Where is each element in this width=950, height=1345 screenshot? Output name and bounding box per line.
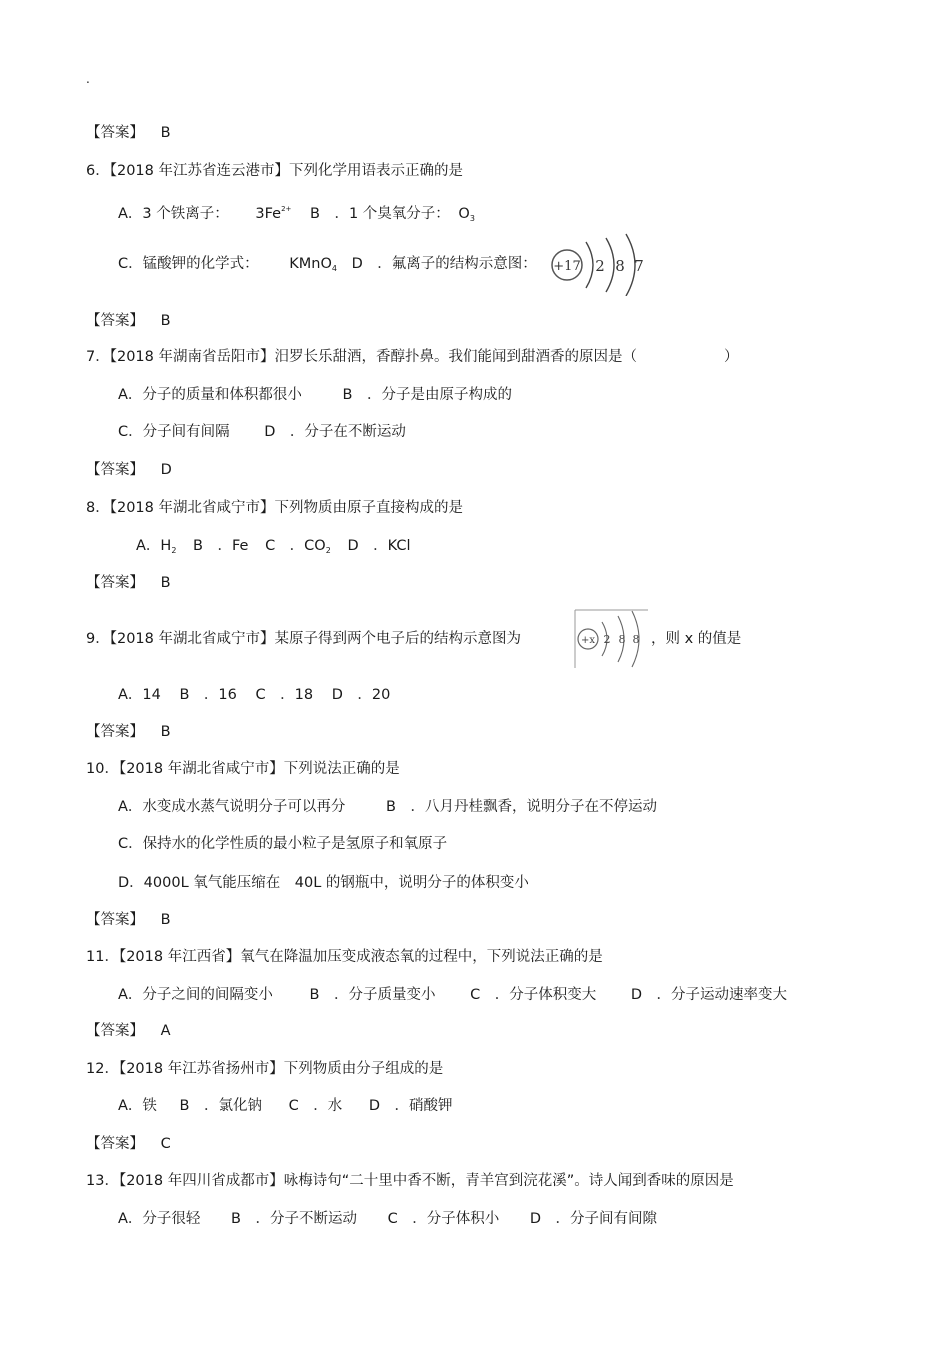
- shell-electron-count-1: 2: [595, 257, 605, 275]
- ion-charge: 2+: [281, 205, 292, 213]
- answer-label: 【答案】: [86, 575, 144, 591]
- answer-value: B: [160, 575, 171, 591]
- option-c: C ．分子体积变大: [470, 987, 597, 1003]
- answer-line-q7: [86, 460, 172, 480]
- option-a: A．分子很轻: [118, 1211, 201, 1227]
- option-b: B ．分子质量变小: [309, 987, 436, 1003]
- option-a: A．分子之间的间隔变小: [118, 987, 273, 1003]
- answer-value: B: [160, 125, 171, 141]
- formula-subscript: 4: [331, 264, 337, 273]
- shell-electron-count-2: 8: [618, 633, 626, 646]
- option-c: [265, 536, 331, 561]
- question-10-stem: 10．【2018 年湖北省咸宁市】下列说法正确的是: [86, 761, 400, 777]
- answer-value: A: [160, 1023, 171, 1039]
- option-b: B ．Fe: [193, 538, 249, 554]
- option-c: C ．水: [288, 1098, 343, 1114]
- answer-value: C: [160, 1136, 171, 1152]
- shell-electron-count-2: 8: [615, 257, 625, 275]
- option-a: A．14: [118, 687, 161, 703]
- option-d-label: D ．氟离子的结构示意图：: [351, 256, 537, 272]
- option-a: [136, 536, 176, 561]
- fluoride-ion-structure-diagram: [548, 230, 648, 296]
- nucleus-charge: +x: [580, 635, 596, 646]
- header-mark: .: [86, 72, 90, 86]
- option-a-text: A．H: [136, 538, 172, 554]
- option-d: D ．20: [331, 687, 391, 703]
- electron-shell-2: [606, 238, 614, 292]
- answer-value: D: [160, 462, 172, 478]
- question-11-stem: 11．【2018 年江西省】氧气在降温加压变成液态氧的过程中，下列说法正确的是: [86, 949, 603, 965]
- option-a: A．水变成水蒸气说明分子可以再分: [118, 799, 346, 815]
- option-d: D ．分子在不断运动: [264, 424, 406, 440]
- formula-subscript: 2: [171, 546, 177, 555]
- question-7-options-cd: [118, 422, 406, 442]
- option-c: C ．18: [255, 687, 314, 703]
- ion-structure-diagram: [574, 608, 650, 670]
- question-6-stem: 6．【2018 年江苏省连云港市】下列化学用语表示正确的是: [86, 163, 463, 179]
- question-7-options-ab: [118, 385, 512, 405]
- option-b: B ．氯化钠: [179, 1098, 262, 1114]
- question-6-options-cd: [118, 254, 537, 279]
- answer-line-q9: [86, 722, 171, 742]
- electron-shell-1: [586, 242, 593, 288]
- option-b: B ．八月丹桂飘香，说明分子在不停运动: [386, 799, 657, 815]
- answer-value: B: [160, 912, 171, 928]
- question-7-stem: 7．【2018 年湖南省岳阳市】汨罗长乐甜酒，香醇扑鼻。我们能闻到甜酒香的原因是（ ）: [86, 349, 739, 365]
- option-d: D ．硝酸钾: [368, 1098, 453, 1114]
- formula-text: O: [458, 206, 470, 222]
- shell-electron-count-3: 7: [634, 257, 644, 275]
- question-9-stem-tail: ，则 x 的值是: [651, 631, 742, 647]
- answer-label: 【答案】: [86, 1136, 144, 1152]
- question-9-options: [118, 685, 390, 705]
- option-a-label: A．3 个铁离子：: [118, 206, 229, 222]
- shell-electron-count-3: 8: [632, 633, 640, 646]
- question-6-options-ab: [118, 199, 475, 229]
- answer-label: 【答案】: [86, 313, 144, 329]
- question-11-options: [118, 985, 787, 1005]
- option-d: D ．分子间有间隙: [529, 1211, 657, 1227]
- option-b-label: B ．1 个臭氧分子：: [310, 206, 450, 222]
- option-c-formula: [289, 254, 337, 279]
- option-b: B ．分子是由原子构成的: [342, 387, 512, 403]
- question-13-options: [118, 1209, 657, 1229]
- formula-text: KMnO: [289, 256, 332, 272]
- answer-line-q6: [86, 311, 171, 331]
- option-a-formula: [255, 199, 291, 224]
- shell-electron-count-1: 2: [603, 633, 611, 646]
- answer-value: B: [160, 313, 171, 329]
- option-b: B ．分子不断运动: [231, 1211, 357, 1227]
- answer-label: 【答案】: [86, 912, 144, 928]
- option-d: D ．分子运动速率变大: [630, 987, 787, 1003]
- nucleus-charge: +17: [553, 259, 581, 274]
- formula-text: 3Fe: [255, 206, 282, 222]
- option-d: D ．KCl: [347, 538, 411, 554]
- option-a: A．铁: [118, 1098, 157, 1114]
- formula-subscript: 2: [325, 546, 331, 555]
- answer-label: 【答案】: [86, 724, 144, 740]
- question-8-stem: 8．【2018 年湖北省咸宁市】下列物质由原子直接构成的是: [86, 500, 463, 516]
- answer-label: 【答案】: [86, 1023, 144, 1039]
- question-12-stem: 12．【2018 年江苏省扬州市】下列物质由分子组成的是: [86, 1061, 444, 1077]
- option-b-formula: [458, 204, 475, 229]
- question-12-options: [118, 1096, 453, 1116]
- answer-value: B: [160, 724, 171, 740]
- answer-line-q11: [86, 1021, 171, 1041]
- answer-line-q10: [86, 910, 171, 930]
- question-10-options-ab: [118, 797, 657, 817]
- question-10-option-c: C．保持水的化学性质的最小粒子是氢原子和氧原子: [118, 836, 448, 852]
- option-b: B ．16: [179, 687, 237, 703]
- answer-line-q12: [86, 1134, 171, 1154]
- answer-label: 【答案】: [86, 462, 144, 478]
- answer-line-q5: [86, 123, 171, 143]
- option-c: C．分子间有间隔: [118, 424, 230, 440]
- option-c: C ．分子体积小: [387, 1211, 500, 1227]
- answer-line-q8: [86, 573, 171, 593]
- question-8-options: [136, 536, 410, 561]
- formula-subscript: 3: [469, 214, 475, 223]
- option-c-text: C ．CO: [265, 538, 326, 554]
- answer-label: 【答案】: [86, 125, 144, 141]
- option-c-label: C．锰酸钾的化学式：: [118, 256, 259, 272]
- question-10-option-d: D．4000L 氧气能压缩在 40L 的钢瓶中，说明分子的体积变小: [118, 875, 529, 891]
- question-9-stem: 9．【2018 年湖北省咸宁市】某原子得到两个电子后的结构示意图为: [86, 631, 521, 647]
- question-13-stem: 13．【2018 年四川省成都市】咏梅诗句“二十里中香不断，青羊宫到浣花溪”。诗人闻到香味的原因是: [86, 1173, 734, 1189]
- option-a: A．分子的质量和体积都很小: [118, 387, 302, 403]
